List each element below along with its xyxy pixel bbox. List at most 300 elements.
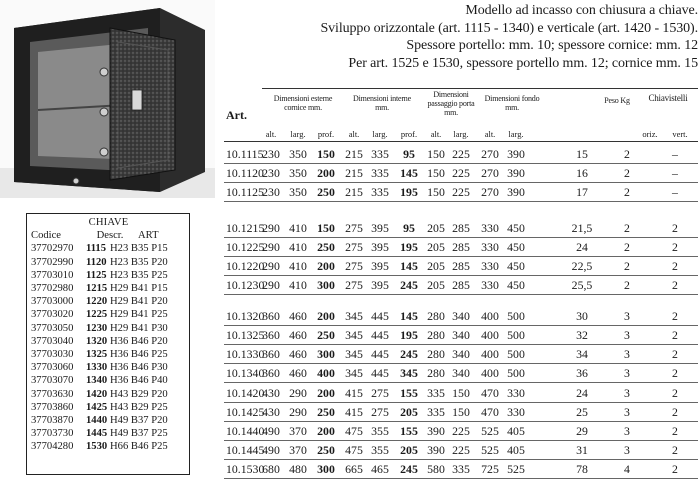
table-cell: 525 — [481, 443, 499, 457]
table-cell: 400 — [481, 328, 499, 342]
table-cell: 400 — [317, 366, 335, 380]
table-cell: 2 — [672, 386, 678, 400]
table-cell: 335 — [371, 185, 389, 199]
key-code: 37703060 — [31, 362, 74, 374]
row-divider — [224, 382, 698, 383]
key-art: 1215 — [86, 283, 108, 295]
table-cell: 270 — [481, 185, 499, 199]
table-cell: – — [672, 147, 678, 161]
key-code: 37703730 — [31, 428, 74, 440]
article-code: 10.1320 — [226, 309, 265, 323]
table-cell: 470 — [481, 405, 499, 419]
table-cell: 245 — [400, 347, 418, 361]
table-cell: 78 — [576, 462, 588, 476]
safe-illustration — [0, 0, 215, 198]
table-cell: 410 — [289, 240, 307, 254]
table-cell: 2 — [672, 405, 678, 419]
row-divider — [224, 182, 698, 183]
table-cell: 430 — [262, 386, 280, 400]
table-cell: 345 — [345, 347, 363, 361]
table-cell: 350 — [289, 166, 307, 180]
key-code: 37703030 — [31, 349, 74, 361]
table-cell: 205 — [427, 259, 445, 273]
key-desc: H43 B29 P20 — [110, 388, 168, 400]
key-art: 1120 — [86, 256, 107, 268]
table-cell: 340 — [452, 309, 470, 323]
table-cell: 395 — [371, 278, 389, 292]
table-cell: 215 — [345, 185, 363, 199]
table-cell: 2 — [672, 328, 678, 342]
table-cell: 290 — [262, 259, 280, 273]
table-cell: 345 — [345, 328, 363, 342]
key-code-row — [31, 348, 186, 361]
table-cell: 290 — [262, 278, 280, 292]
article-code: 10.1325 — [226, 328, 265, 342]
key-desc: H49 B37 P20 — [110, 415, 168, 427]
table-cell: 2 — [672, 424, 678, 438]
key-art: 1530 — [86, 441, 108, 453]
article-code: 10.1330 — [226, 347, 265, 361]
table-cell: 410 — [289, 221, 307, 235]
article-code: 10.1340 — [226, 366, 265, 380]
table-cell: 150 — [317, 147, 335, 161]
table-cell: 290 — [262, 240, 280, 254]
table-cell: 205 — [427, 278, 445, 292]
table-top-line — [262, 88, 698, 89]
table-cell: 390 — [427, 443, 445, 457]
table-cell: 275 — [371, 386, 389, 400]
header-divider — [224, 141, 698, 142]
group-header-passage: Dimensioni passaggio porta mm. — [427, 90, 475, 117]
table-cell: 32 — [576, 328, 588, 342]
table-cell: 3 — [624, 309, 630, 323]
key-code-row — [31, 242, 186, 255]
group-header-bolts: Chiavistelli — [648, 93, 688, 103]
table-cell: 31 — [576, 443, 588, 457]
table-cell: 300 — [317, 462, 335, 476]
table-cell: 285 — [452, 259, 470, 273]
row-divider — [224, 256, 698, 257]
key-code: 37703070 — [31, 375, 74, 387]
table-cell: 400 — [481, 366, 499, 380]
article-code: 10.1425 — [226, 405, 265, 419]
key-art: 1425 — [86, 401, 108, 413]
key-desc: H43 B29 P25 — [110, 401, 168, 413]
row-divider — [224, 294, 698, 295]
key-art: 1230 — [86, 322, 108, 334]
table-cell: 400 — [481, 347, 499, 361]
table-cell: 230 — [262, 185, 280, 199]
key-code: 37703860 — [31, 401, 74, 413]
table-cell: 200 — [317, 259, 335, 273]
table-cell: 3 — [624, 328, 630, 342]
table-cell: 340 — [452, 347, 470, 361]
table-cell: 345 — [345, 366, 363, 380]
key-desc: H29 B41 P25 — [110, 309, 168, 321]
table-cell: 445 — [371, 347, 389, 361]
table-cell: 330 — [481, 278, 499, 292]
table-cell: 2 — [672, 309, 678, 323]
table-cell: 24 — [576, 386, 588, 400]
table-cell: 16 — [576, 166, 588, 180]
table-cell: 3 — [624, 424, 630, 438]
table-cell: 280 — [427, 366, 445, 380]
group-header-external: Dimensioni esterne cornice mm. — [273, 94, 333, 112]
key-code-row — [31, 401, 186, 414]
key-code: 37703870 — [31, 415, 74, 427]
table-cell: 150 — [427, 166, 445, 180]
table-cell: 250 — [317, 240, 335, 254]
row-divider — [224, 421, 698, 422]
key-art: 1445 — [86, 428, 108, 440]
article-code: 10.1420 — [226, 386, 265, 400]
description-line: Sviluppo orizzontale (art. 1115 - 1340) e verticale (art. 1420 - 1530). — [320, 20, 698, 36]
key-desc: H36 B46 P30 — [110, 362, 168, 374]
table-cell: 150 — [427, 147, 445, 161]
table-cell: 725 — [481, 462, 499, 476]
table-cell: 290 — [289, 405, 307, 419]
table-cell: 200 — [317, 386, 335, 400]
table-cell: 285 — [452, 221, 470, 235]
table-cell: 2 — [672, 259, 678, 273]
table-cell: 285 — [452, 240, 470, 254]
table-cell: 3 — [624, 366, 630, 380]
table-cell: 360 — [262, 309, 280, 323]
key-code: 37703050 — [31, 322, 74, 334]
key-code: 37703000 — [31, 296, 74, 308]
table-cell: 300 — [317, 278, 335, 292]
key-code-row — [31, 282, 186, 295]
table-cell: 680 — [262, 462, 280, 476]
table-cell: 2 — [624, 221, 630, 235]
table-cell: 475 — [345, 443, 363, 457]
table-cell: 415 — [345, 405, 363, 419]
table-cell: 350 — [289, 147, 307, 161]
key-code: 37702970 — [31, 243, 74, 255]
table-cell: 280 — [427, 347, 445, 361]
table-cell: 330 — [481, 240, 499, 254]
key-art: 1320 — [86, 335, 108, 347]
table-cell: 290 — [289, 386, 307, 400]
table-cell: 2 — [672, 462, 678, 476]
table-cell: 275 — [371, 405, 389, 419]
table-cell: 450 — [507, 221, 525, 235]
row-divider — [224, 440, 698, 441]
table-cell: 490 — [262, 424, 280, 438]
table-cell: 2 — [672, 240, 678, 254]
table-cell: 250 — [317, 328, 335, 342]
table-cell: 150 — [317, 221, 335, 235]
table-cell: 25 — [576, 405, 588, 419]
key-art: 1340 — [86, 375, 108, 387]
table-cell: 230 — [262, 147, 280, 161]
table-cell: 95 — [403, 221, 415, 235]
table-cell: 395 — [371, 259, 389, 273]
table-cell: 275 — [345, 240, 363, 254]
key-code-row — [31, 335, 186, 348]
group-header-bottom: Dimensioni fondo mm. — [484, 94, 540, 112]
table-cell: 195 — [400, 240, 418, 254]
table-cell: 360 — [262, 366, 280, 380]
table-cell: 525 — [507, 462, 525, 476]
table-cell: 2 — [624, 166, 630, 180]
key-art: 1225 — [86, 309, 108, 321]
table-cell: 450 — [507, 240, 525, 254]
table-cell: 230 — [262, 166, 280, 180]
key-art: 1440 — [86, 415, 108, 427]
table-cell: 22,5 — [571, 259, 593, 273]
row-divider — [224, 402, 698, 403]
table-cell: 460 — [289, 309, 307, 323]
table-cell: 145 — [400, 309, 418, 323]
table-cell: 280 — [427, 328, 445, 342]
key-code-row — [31, 374, 186, 387]
key-code-row — [31, 269, 186, 282]
table-cell: 30 — [576, 309, 588, 323]
key-codes-list — [31, 242, 186, 453]
table-cell: 370 — [289, 424, 307, 438]
key-code: 37703020 — [31, 309, 74, 321]
key-desc: H23 B35 P15 — [110, 243, 168, 255]
table-cell: 145 — [400, 166, 418, 180]
group-header-internal: Dimensioni interne mm. — [353, 94, 411, 112]
table-cell: 225 — [452, 166, 470, 180]
subheader-cell: larg. — [372, 129, 388, 139]
table-cell: 500 — [507, 347, 525, 361]
key-code-row — [31, 256, 186, 269]
table-cell: 225 — [452, 147, 470, 161]
key-art: 1115 — [86, 243, 107, 255]
key-desc: H36 B46 P40 — [110, 375, 168, 387]
table-cell: – — [672, 166, 678, 180]
table-cell: 245 — [400, 462, 418, 476]
table-cell: 410 — [289, 278, 307, 292]
key-codes-title: CHIAVE — [88, 217, 129, 228]
article-code: 10.1230 — [226, 278, 265, 292]
group-header-weight: Peso Kg — [604, 96, 630, 105]
row-divider — [224, 237, 698, 238]
row-divider — [224, 363, 698, 364]
table-cell: 450 — [507, 259, 525, 273]
table-cell: 450 — [507, 278, 525, 292]
table-cell: 525 — [481, 424, 499, 438]
key-art: 1220 — [86, 296, 108, 308]
key-header-art: ART — [138, 230, 159, 242]
key-code-row — [31, 322, 186, 335]
table-cell: – — [672, 185, 678, 199]
table-cell: 360 — [262, 328, 280, 342]
article-code: 10.1120 — [226, 166, 264, 180]
table-cell: 25,5 — [571, 278, 593, 292]
key-desc: H29 B41 P30 — [110, 322, 168, 334]
key-codes-box — [26, 213, 190, 475]
table-cell: 205 — [427, 221, 445, 235]
table-cell: 665 — [345, 462, 363, 476]
table-cell: 390 — [507, 147, 525, 161]
article-code: 10.1215 — [226, 221, 265, 235]
table-cell: 500 — [507, 366, 525, 380]
key-code-row — [31, 414, 186, 427]
table-cell: 370 — [289, 443, 307, 457]
table-cell: 390 — [507, 185, 525, 199]
table-cell: 410 — [289, 259, 307, 273]
key-code-row — [31, 308, 186, 321]
table-cell: 200 — [317, 424, 335, 438]
table-cell: 225 — [452, 424, 470, 438]
table-cell: 300 — [317, 347, 335, 361]
key-desc: H36 B46 P25 — [110, 349, 168, 361]
subheader-cell: alt. — [484, 129, 496, 139]
table-cell: 2 — [624, 278, 630, 292]
row-divider — [224, 275, 698, 276]
key-desc: H49 B37 P25 — [110, 428, 168, 440]
table-cell: 335 — [427, 405, 445, 419]
table-cell: 36 — [576, 366, 588, 380]
key-code-row — [31, 388, 186, 401]
subheader-cell: alt. — [430, 129, 442, 139]
table-cell: 270 — [481, 147, 499, 161]
table-cell: 335 — [427, 386, 445, 400]
table-cell: 2 — [672, 443, 678, 457]
table-cell: 340 — [452, 328, 470, 342]
table-cell: 390 — [427, 424, 445, 438]
subheader-cell: alt. — [265, 129, 277, 139]
table-cell: 490 — [262, 443, 280, 457]
table-cell: 34 — [576, 347, 588, 361]
dimensions-table — [224, 88, 698, 478]
table-cell: 480 — [289, 462, 307, 476]
key-code: 37702980 — [31, 283, 74, 295]
key-desc: H66 B46 P25 — [110, 441, 168, 453]
table-cell: 330 — [481, 221, 499, 235]
table-cell: 330 — [481, 259, 499, 273]
key-desc: H29 B41 P15 — [110, 283, 168, 295]
table-cell: 285 — [452, 278, 470, 292]
table-cell: 2 — [624, 240, 630, 254]
table-cell: 2 — [672, 221, 678, 235]
table-cell: 3 — [624, 443, 630, 457]
table-cell: 330 — [507, 405, 525, 419]
table-cell: 460 — [289, 347, 307, 361]
key-art: 1420 — [86, 388, 108, 400]
key-code: 37703040 — [31, 335, 74, 347]
table-cell: 405 — [507, 424, 525, 438]
row-divider — [224, 459, 698, 460]
table-cell: 145 — [400, 259, 418, 273]
key-codes-header — [31, 229, 186, 242]
table-cell: 250 — [317, 405, 335, 419]
key-code-row — [31, 427, 186, 440]
row-divider — [224, 163, 698, 164]
table-cell: 3 — [624, 405, 630, 419]
table-cell: 3 — [624, 347, 630, 361]
table-cell: 24 — [576, 240, 588, 254]
table-cell: 205 — [400, 443, 418, 457]
table-cell: 2 — [624, 147, 630, 161]
table-cell: 400 — [481, 309, 499, 323]
table-cell: 95 — [403, 147, 415, 161]
subheader-cell: vert. — [672, 129, 688, 139]
table-cell: 360 — [262, 347, 280, 361]
article-code: 10.1225 — [226, 240, 265, 254]
art-column-header: Art. — [226, 108, 247, 122]
article-code: 10.1530 — [226, 462, 265, 476]
key-code-row — [31, 361, 186, 374]
article-code: 10.1125 — [226, 185, 264, 199]
table-cell: 475 — [345, 424, 363, 438]
table-cell: 460 — [289, 328, 307, 342]
table-cell: 150 — [452, 405, 470, 419]
key-code: 37702990 — [31, 256, 74, 268]
key-code: 37703630 — [31, 388, 74, 400]
table-cell: 2 — [672, 366, 678, 380]
table-cell: 155 — [400, 424, 418, 438]
table-cell: 225 — [452, 443, 470, 457]
table-cell: 3 — [624, 386, 630, 400]
table-cell: 2 — [672, 347, 678, 361]
table-cell: 405 — [507, 443, 525, 457]
description-line: Spessore portello: mm. 10; spessore cornice: mm. 12 — [406, 38, 698, 53]
table-cell: 580 — [427, 462, 445, 476]
table-cell: 205 — [400, 405, 418, 419]
description-line: Per art. 1525 e 1530, spessore portello mm. 12; cornice mm. 15 — [348, 55, 698, 71]
subheader-cell: prof. — [317, 129, 335, 139]
table-cell: 29 — [576, 424, 588, 438]
article-code: 10.1445 — [226, 443, 265, 457]
table-cell: 155 — [400, 386, 418, 400]
subheader-cell: prof. — [400, 129, 418, 139]
subheader-cell: larg. — [508, 129, 524, 139]
key-header-code: Codice — [31, 230, 62, 242]
key-code: 37703010 — [31, 269, 74, 281]
article-code: 10.1440 — [226, 424, 265, 438]
table-cell: 445 — [371, 309, 389, 323]
table-cell: 4 — [624, 462, 630, 476]
key-desc: H23 B35 P20 — [110, 256, 168, 268]
table-cell: 200 — [317, 309, 335, 323]
table-cell: 460 — [289, 366, 307, 380]
table-cell: 2 — [624, 259, 630, 273]
table-cell: 150 — [427, 185, 445, 199]
table-cell: 215 — [345, 147, 363, 161]
table-cell: 280 — [427, 309, 445, 323]
table-cell: 250 — [317, 185, 335, 199]
row-divider — [224, 344, 698, 345]
key-art: 1330 — [86, 362, 108, 374]
table-cell: 335 — [371, 147, 389, 161]
table-cell: 17 — [576, 185, 588, 199]
table-cell: 225 — [452, 185, 470, 199]
table-cell: 470 — [481, 386, 499, 400]
key-desc: H29 B41 P20 — [110, 296, 168, 308]
table-cell: 345 — [400, 366, 418, 380]
table-cell: 390 — [507, 166, 525, 180]
subheader-cell: larg. — [290, 129, 306, 139]
table-cell: 500 — [507, 328, 525, 342]
table-cell: 335 — [452, 462, 470, 476]
article-code: 10.1115 — [226, 147, 264, 161]
row-divider — [224, 325, 698, 326]
table-cell: 275 — [345, 259, 363, 273]
subheader-cell: oriz. — [642, 129, 658, 139]
table-cell: 200 — [317, 166, 335, 180]
table-cell: 350 — [289, 185, 307, 199]
key-desc: H36 B46 P20 — [110, 335, 168, 347]
table-cell: 330 — [507, 386, 525, 400]
table-cell: 195 — [400, 328, 418, 342]
article-code: 10.1220 — [226, 259, 265, 273]
table-cell: 245 — [400, 278, 418, 292]
